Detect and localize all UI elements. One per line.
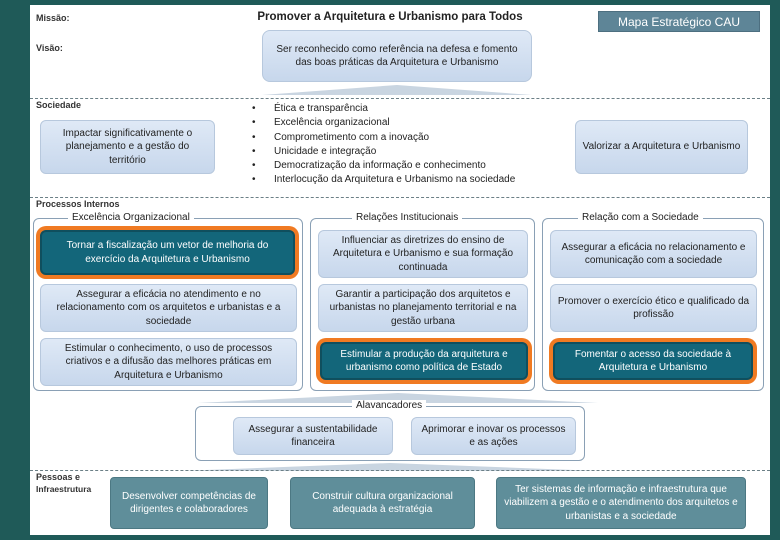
cultura-organizacional-box: Construir cultura organizacional adequada à estratégia (290, 477, 475, 529)
garantir-participacao-box: Garantir a participação dos arquitetos e urbanistas no planejamento territorial e na gestão urbana (318, 284, 528, 332)
group-relacoes-title: Relações Institucionais (352, 212, 462, 223)
alavancadores-title: Alavancadores (352, 400, 426, 411)
aprimorar-processos-box: Aprimorar e inovar os processos e as ações (411, 417, 576, 455)
separator-2 (30, 197, 770, 198)
eficacia-atendimento-box: Assegurar a eficácia no atendimento e no relacionamento com os arquitetos e urbanistas e a sociedade (40, 284, 297, 332)
value-item: • Unicidade e integração (252, 145, 515, 159)
influenciar-ensino-box: Influenciar as diretrizes do ensino de Arquitetura e Urbanismo e sua formação continuada (318, 230, 528, 278)
value-item: • Ética e transparência (252, 102, 515, 116)
producao-arquitetura-box: Estimular a produção da arquitetura e urbanismo como política de Estado (320, 342, 528, 380)
values-list (252, 102, 515, 188)
value-item: • Comprometimento com a inovação (252, 131, 515, 145)
fiscalizacao-box: Tornar a fiscalização um vetor de melhoria do exercício da Arquitetura e Urbanismo (40, 230, 295, 275)
processos-label: Processos Internos (36, 199, 120, 209)
sistemas-informacao-box: Ter sistemas de informação e infraestrutura que viabilizem a gestão e o atendimento dos arquitetos e urbanistas e a sociedade (496, 477, 746, 529)
pessoas-label-line1: Pessoas e (36, 472, 81, 482)
vision-box: Ser reconhecido como referência na defesa e fomento das boas práticas da Arquitetura e Urbanismo (262, 30, 532, 82)
eficacia-comunicacao-box: Assegurar a eficácia no relacionamento e comunicação com a sociedade (550, 230, 757, 278)
group-sociedade-title: Relação com a Sociedade (578, 212, 703, 223)
estimular-conhecimento-box: Estimular o conhecimento, o uso de processos criativos e a difusão das melhores práticas em Arquitetura e Urbanismo (40, 338, 297, 386)
sustentabilidade-box: Assegurar a sustentabilidade financeira (233, 417, 393, 455)
fomentar-acesso-box: Fomentar o acesso da sociedade à Arquitetura e Urbanismo (553, 342, 753, 380)
competencias-box: Desenvolver competências de dirigentes e colaboradores (110, 477, 268, 529)
separator-1 (30, 98, 770, 99)
visao-label: Visão: (36, 43, 63, 53)
sociedade-label: Sociedade (36, 100, 82, 110)
separator-3 (30, 470, 770, 471)
exercicio-etico-box: Promover o exercício ético e qualificado da profissão (550, 284, 757, 332)
group-excelencia-title: Excelência Organizacional (68, 212, 194, 223)
valorizar-arquitetura-box: Valorizar a Arquitetura e Urbanismo (575, 120, 748, 174)
value-item: • Democratização da informação e conhecimento (252, 159, 515, 173)
map-title-badge: Mapa Estratégico CAU (598, 11, 760, 32)
mission-text: Promover a Arquitetura e Urbanismo para Todos (257, 11, 523, 23)
up-arrow-vision (262, 85, 532, 95)
value-item: • Interlocução da Arquitetura e Urbanismo na sociedade (252, 173, 515, 187)
value-item: • Excelência organizacional (252, 116, 515, 130)
strategic-map-canvas (30, 5, 770, 535)
impactar-territorio-box: Impactar significativamente o planejamento e a gestão do território (40, 120, 215, 174)
missao-label: Missão: (36, 13, 70, 23)
pessoas-label-line2: Infraestrutura (36, 484, 92, 494)
